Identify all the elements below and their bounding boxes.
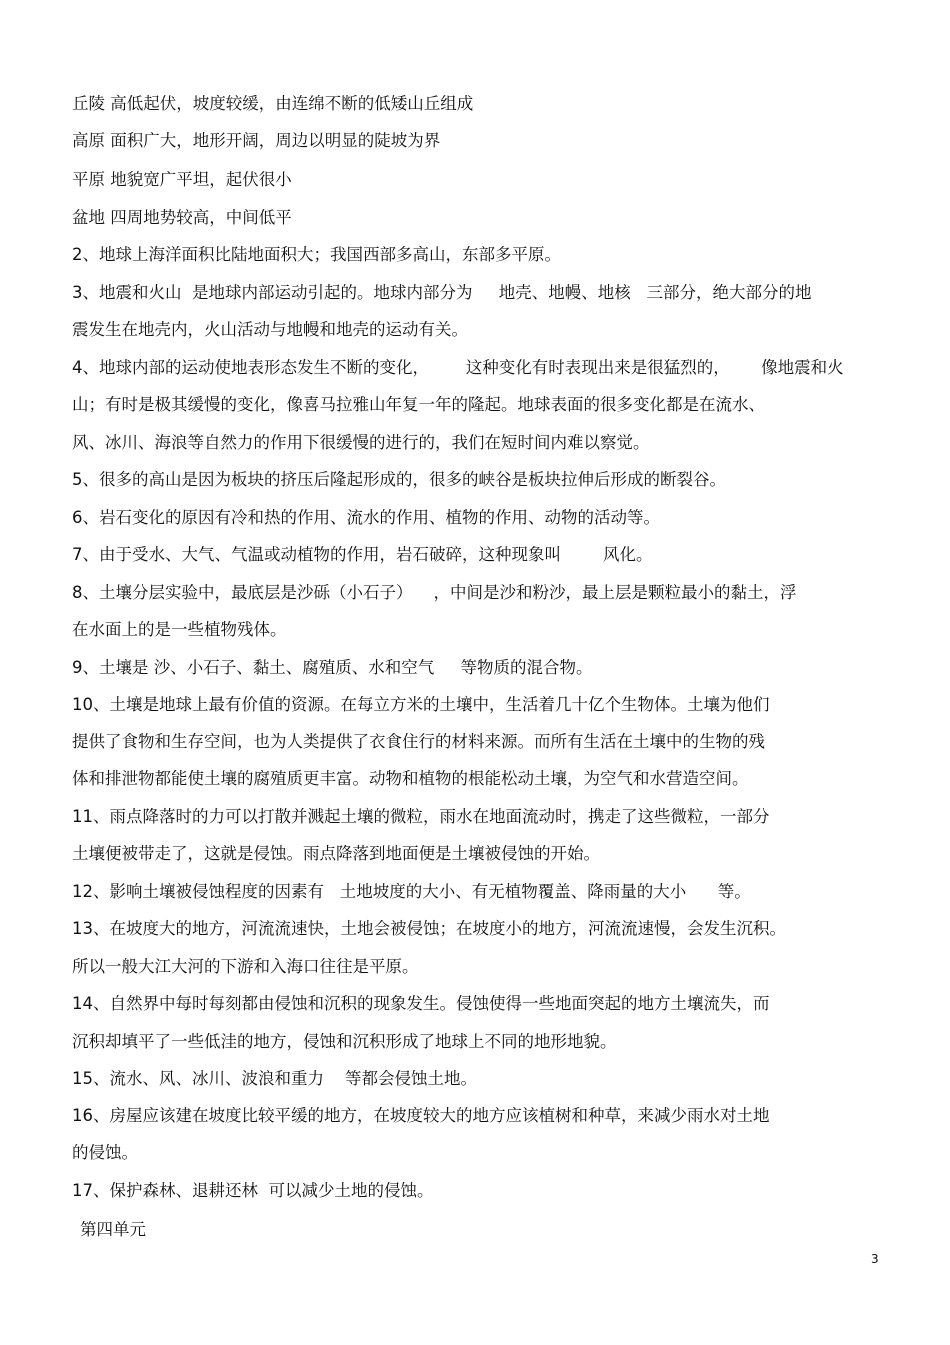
page-number: 3 <box>871 1252 879 1266</box>
text-line: 在水面上的是一些植物残体。 <box>72 620 287 639</box>
text-line: 13、在坡度大的地方，河流流速快，土地会被侵蚀；在坡度小的地方，河流流速慢，会发生沉积。 <box>72 919 786 938</box>
text-line: 8、土壤分层实验中，最底层是沙砾（小石子） ，中间是沙和粉沙，最上层是颗粒最小的黏土，浮 <box>72 583 797 602</box>
text-line: 16、房屋应该建在坡度比较平缓的地方，在坡度较大的地方应该植树和种草，来减少雨水对土地 <box>72 1106 770 1125</box>
text-line: 体和排泄物都能使土壤的腐殖质更丰富。动物和植物的根能松动土壤，为空气和水营造空间。 <box>72 769 749 788</box>
text-line: 3、地震和火山 是地球内部运动引起的。地球内部分为 地壳、地幔、地核 三部分，绝大部分的地 <box>72 283 812 302</box>
text-line: 11、雨点降落时的力可以打散并溅起土壤的微粒，雨水在地面流动时，携走了这些微粒，一部分 <box>72 807 770 826</box>
text-line: 盆地 四周地势较高，中间低平 <box>72 208 292 227</box>
text-line: 15、流水、风、冰川、波浪和重力 等都会侵蚀土地。 <box>72 1069 477 1088</box>
text-line: 10、土壤是地球上最有价值的资源。在每立方米的土壤中，生活着几十亿个生物体。土壤为他们 <box>72 695 770 714</box>
text-line: 沉积却填平了一些低洼的地方，侵蚀和沉积形成了地球上不同的地形地貌。 <box>72 1032 617 1051</box>
text-line: 12、影响土壤被侵蚀程度的因素有 土地坡度的大小、有无植物覆盖、降雨量的大小 等。 <box>72 882 751 901</box>
text-line: 6、岩石变化的原因有冷和热的作用、流水的作用、植物的作用、动物的活动等。 <box>72 508 660 527</box>
unit-heading: 第四单元 <box>80 1220 146 1239</box>
text-line: 土壤便被带走了，这就是侵蚀。雨点降落到地面便是土壤被侵蚀的开始。 <box>72 844 600 863</box>
text-line: 所以一般大江大河的下游和入海口往往是平原。 <box>72 957 419 976</box>
text-line: 7、由于受水、大气、气温或动植物的作用，岩石破碎，这种现象叫 风化。 <box>72 545 653 564</box>
text-line: 高原 面积广大，地形开阔，周边以明显的陡坡为界 <box>72 131 441 150</box>
text-line: 提供了食物和生存空间，也为人类提供了衣食住行的材料来源。而所有生活在土壤中的生物的残 <box>72 732 765 751</box>
text-line: 风、冰川、海浪等自然力的作用下很缓慢的进行的，我们在短时间内难以察觉。 <box>72 433 650 452</box>
text-line: 4、地球内部的运动使地表形态发生不断的变化， 这种变化有时表现出来是很猛烈的， 像地震和火 <box>72 358 844 377</box>
text-line: 9、土壤是 沙、小石子、黏土、腐殖质、水和空气 等物质的混合物。 <box>72 658 593 677</box>
text-line: 5、很多的高山是因为板块的挤压后隆起形成的，很多的峡谷是板块拉伸后形成的断裂谷。 <box>72 470 726 489</box>
text-line: 的侵蚀。 <box>72 1143 138 1162</box>
text-line: 2、地球上海洋面积比陆地面积大；我国西部多高山，东部多平原。 <box>72 245 561 264</box>
text-line: 震发生在地壳内，火山活动与地幔和地壳的运动有关。 <box>72 320 468 339</box>
text-line: 山；有时是极其缓慢的变化，像喜马拉雅山年复一年的隆起。地球表面的很多变化都是在流水、 <box>72 395 765 414</box>
text-line: 平原 地貌宽广平坦，起伏很小 <box>72 170 292 189</box>
text-line: 14、自然界中每时每刻都由侵蚀和沉积的现象发生。侵蚀使得一些地面突起的地方土壤流失，而 <box>72 994 770 1013</box>
text-line: 丘陵 高低起伏，坡度较缓，由连绵不断的低矮山丘组成 <box>72 94 474 113</box>
text-line: 17、保护森林、退耕还林 可以减少土地的侵蚀。 <box>72 1181 434 1200</box>
